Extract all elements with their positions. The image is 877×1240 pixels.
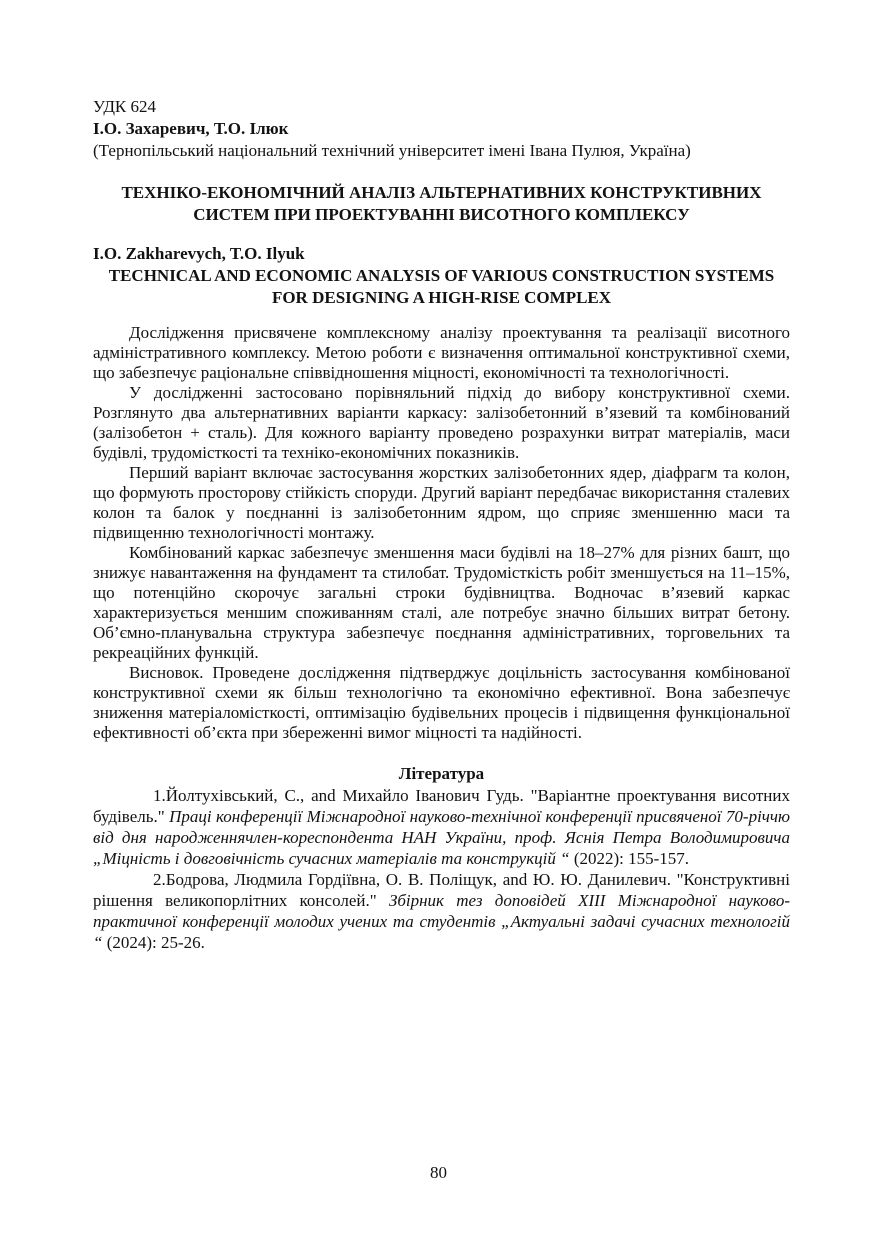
reference-item <box>93 785 790 869</box>
page-number: 80 <box>430 1163 447 1182</box>
page-content <box>93 96 790 953</box>
affiliation: (Тернопільський національний технічний університет імені Івана Пулюя, Україна) <box>93 141 691 160</box>
reference-text: Бодрова, Людмила Гордіївна, О. В. Поліщук, and Ю. Ю. Данилевич. "Конструктивні рішення великопорлітних консолей." <box>93 870 790 910</box>
abstract-paragraph: Дослідження присвячене комплексному аналізу проектування та реалізації висотного адміністративного комплексу. Метою роботи є визначення оптимальної конструктивної схеми, що забезпечує раціональне співвідношення міцності, економічності та технологічності. <box>93 323 790 382</box>
reference-text: Йолтухівський, С., and Михайло Іванович Гудь. "Варіантне проектування висотних будівель." <box>93 786 790 826</box>
references-heading: Література <box>398 764 485 783</box>
abstract-paragraph: Перший варіант включає застосування жорстких залізобетонних ядер, діафрагм та колон, що формують просторову стійкість споруди. Другий варіант передбачає використання сталевих колон та балок у поєднанні із залізобетонним ядром, що сприяє зменшенню маси та підвищенню технологічності монтажу. <box>93 463 790 542</box>
reference-item <box>93 869 790 953</box>
abstract-paragraph: Висновок. Проведене дослідження підтверджує доцільність застосування комбінованої конструктивної схеми як більш технологічно та економічно ефективної. Вона забезпечує зниження матеріаломісткості, оптимізацію будівельних процесів і підвищення функціональної ефективності об’єкта при збереженні вимог міцності та надійності. <box>93 663 790 742</box>
paper-title-en: TECHNICAL AND ECONOMIC ANALYSIS OF VARIOUS CONSTRUCTION SYSTEMS FOR DESIGNING A HIGH-RISE COMPLEX <box>108 266 775 307</box>
abstract-paragraph: Комбінований каркас забезпечує зменшення маси будівлі на 18–27% для різних башт, що знижує навантаження на фундамент та стилобат. Трудомісткість робіт зменшується на 11–15%, що потенційно скорочує загальні строки будівництва. Водночас в’язевий каркас характеризується меншим споживанням сталі, але потребує значно більших витрат бетону. Об’ємно-планувальна структура забезпечує поєднання адміністративних, торговельних та рекреаційних функцій. <box>93 543 790 662</box>
authors-uk: І.О. Захаревич, Т.О. Ілюк <box>93 119 289 138</box>
reference-number: 1. <box>153 786 166 805</box>
reference-text: (2022): 155-157. <box>569 849 690 868</box>
reference-number: 2. <box>153 870 166 889</box>
abstract-paragraph: У дослідженні застосовано порівняльний підхід до вибору конструктивної схеми. Розглянуто два альтернативних варіанти каркасу: залізобетонний в’язевий та комбінований (залізобетон + сталь). Для кожного варіанту проведено розрахунки витрат матеріалів, маси будівлі, трудомісткості та техніко-економічних показників. <box>93 383 790 462</box>
reference-source-italic: Збірник тез доповідей XIII Міжнародної науково-практичної конференції молодих учених та студентів „Актуальні задачі сучасних технологій “ <box>93 891 790 952</box>
references-list <box>93 785 790 953</box>
abstract <box>93 323 790 743</box>
paper-title-uk: ТЕХНІКО-ЕКОНОМІЧНИЙ АНАЛІЗ АЛЬТЕРНАТИВНИХ КОНСТРУКТИВНИХ СИСТЕМ ПРИ ПРОЕКТУВАННІ ВИСОТНОГО КОМПЛЕКСУ <box>121 183 762 224</box>
reference-text: (2024): 25-26. <box>102 933 205 952</box>
reference-source-italic: Праці конференції Міжнародної науково-технічної конференції присвяченої 70-річчю від дня народженнячлен-кореспондента НАН України, проф. Яснія Петра Володимировича „Міцність і довговічність сучасних матеріалів та конструкцій “ <box>93 807 790 868</box>
udc-number: УДК 624 <box>93 97 157 116</box>
authors-en: I.O. Zakharevych, T.O. Ilyuk <box>93 244 305 263</box>
